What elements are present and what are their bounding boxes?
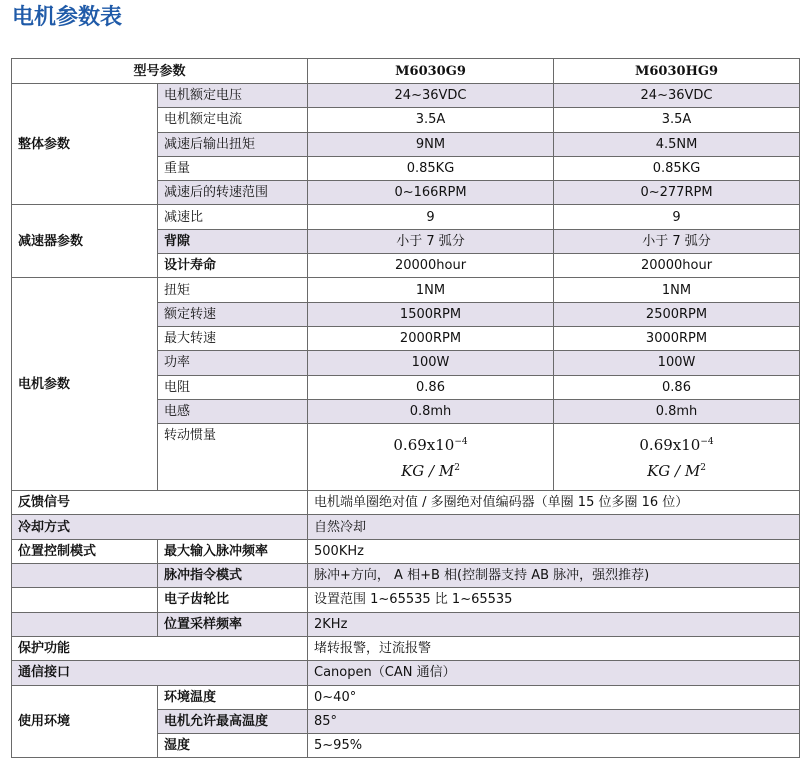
param-name: 电阻 [158,375,308,399]
table-header-row [12,59,800,84]
page-title: 电机参数表 [12,5,123,30]
param-value: 2KHz [308,612,800,636]
param-name: 最大转速 [158,326,308,350]
param-value-2: 0~277RPM [554,181,800,205]
empty-cell [12,588,158,612]
param-value: 设置范围 1~65535 比 1~65535 [308,588,800,612]
param-value-2: 0.86 [554,375,800,399]
table-row [12,515,800,539]
param-value-2: 0.8mh [554,399,800,423]
param-value-2: 9 [554,205,800,229]
param-name: 环境温度 [158,685,308,709]
param-name: 最大输入脉冲频率 [158,539,308,563]
param-name: 脉冲指令模式 [158,564,308,588]
param-value-1: 0~166RPM [308,181,554,205]
inertia-unit-exponent: 2 [700,463,706,474]
param-value-1: 0.86 [308,375,554,399]
category-feedback: 反馈信号 [12,491,308,515]
param-value-2: 3.5A [554,108,800,132]
param-value-2: 0.85KG [554,156,800,180]
param-value-1: 100W [308,351,554,375]
param-value-2: 24~36VDC [554,84,800,108]
table-row [12,491,800,515]
param-value-2: 3000RPM [554,326,800,350]
param-name: 电机额定电流 [158,108,308,132]
param-value-2: 4.5NM [554,132,800,156]
param-name: 电感 [158,399,308,423]
param-value: 85° [308,709,800,733]
param-value-1: 3.5A [308,108,554,132]
param-value-1: 20000hour [308,254,554,278]
empty-cell [12,612,158,636]
param-name: 重量 [158,156,308,180]
table-row [12,84,800,108]
param-value-2: 2500RPM [554,302,800,326]
param-value-1: 小于 7 弧分 [308,229,554,253]
inertia-unit-exponent: 2 [454,463,460,474]
param-name: 背隙 [158,229,308,253]
header-model: 型号参数 [12,59,308,84]
table-row [12,661,800,685]
category-position: 位置控制模式 [12,539,158,563]
param-value: 500KHz [308,539,800,563]
param-value: 脉冲+方向， A 相+B 相(控制器支持 AB 脉冲，强烈推荐) [308,564,800,588]
inertia-value-1 [308,424,554,491]
param-name: 功率 [158,351,308,375]
param-value-1: 9NM [308,132,554,156]
param-name: 减速比 [158,205,308,229]
param-value-2: 20000hour [554,254,800,278]
inertia-exponent: −4 [700,437,714,448]
param-name: 转动惯量 [158,424,308,491]
header-col-2: M6030HG9 [554,59,800,84]
param-value-2: 1NM [554,278,800,302]
feedback-value: 电机端单圈绝对值 / 多圈绝对值编码器（单圈 15 位多圈 16 位） [308,491,800,515]
table-row [12,205,800,229]
spec-table [11,58,800,758]
table-row [12,612,800,636]
inertia-number: 0.69x10 [393,436,455,455]
cooling-value: 自然冷却 [308,515,800,539]
category-motor: 电机参数 [12,278,158,491]
param-name: 减速后输出扭矩 [158,132,308,156]
param-name: 额定转速 [158,302,308,326]
inertia-unit: KG / M [647,462,701,481]
category-overall: 整体参数 [12,84,158,205]
param-value-1: 0.8mh [308,399,554,423]
param-name: 电机允许最高温度 [158,709,308,733]
param-value-2: 小于 7 弧分 [554,229,800,253]
category-protection: 保护功能 [12,636,308,660]
inertia-exponent: −4 [454,437,468,448]
param-name: 减速后的转速范围 [158,181,308,205]
inertia-value-2 [554,424,800,491]
header-col-1: M6030G9 [308,59,554,84]
category-cooling: 冷却方式 [12,515,308,539]
param-value-1: 1NM [308,278,554,302]
table-row [12,278,800,302]
category-environment: 使用环境 [12,685,158,758]
param-name: 位置采样频率 [158,612,308,636]
table-row [12,539,800,563]
param-value-1: 2000RPM [308,326,554,350]
param-value-2: 100W [554,351,800,375]
param-name: 电机额定电压 [158,84,308,108]
param-value: 5~95% [308,734,800,758]
param-value-1: 0.85KG [308,156,554,180]
table-row [12,685,800,709]
table-row [12,636,800,660]
param-name: 电子齿轮比 [158,588,308,612]
table-row [12,564,800,588]
param-value-1: 1500RPM [308,302,554,326]
category-reducer: 减速器参数 [12,205,158,278]
protection-value: 堵转报警，过流报警 [308,636,800,660]
category-comm: 通信接口 [12,661,308,685]
param-name: 湿度 [158,734,308,758]
param-value-1: 9 [308,205,554,229]
table-row [12,588,800,612]
empty-cell [12,564,158,588]
param-name: 设计寿命 [158,254,308,278]
param-value-1: 24~36VDC [308,84,554,108]
param-value: 0~40° [308,685,800,709]
param-name: 扭矩 [158,278,308,302]
inertia-unit: KG / M [401,462,455,481]
inertia-number: 0.69x10 [639,436,701,455]
comm-value: Canopen（CAN 通信） [308,661,800,685]
